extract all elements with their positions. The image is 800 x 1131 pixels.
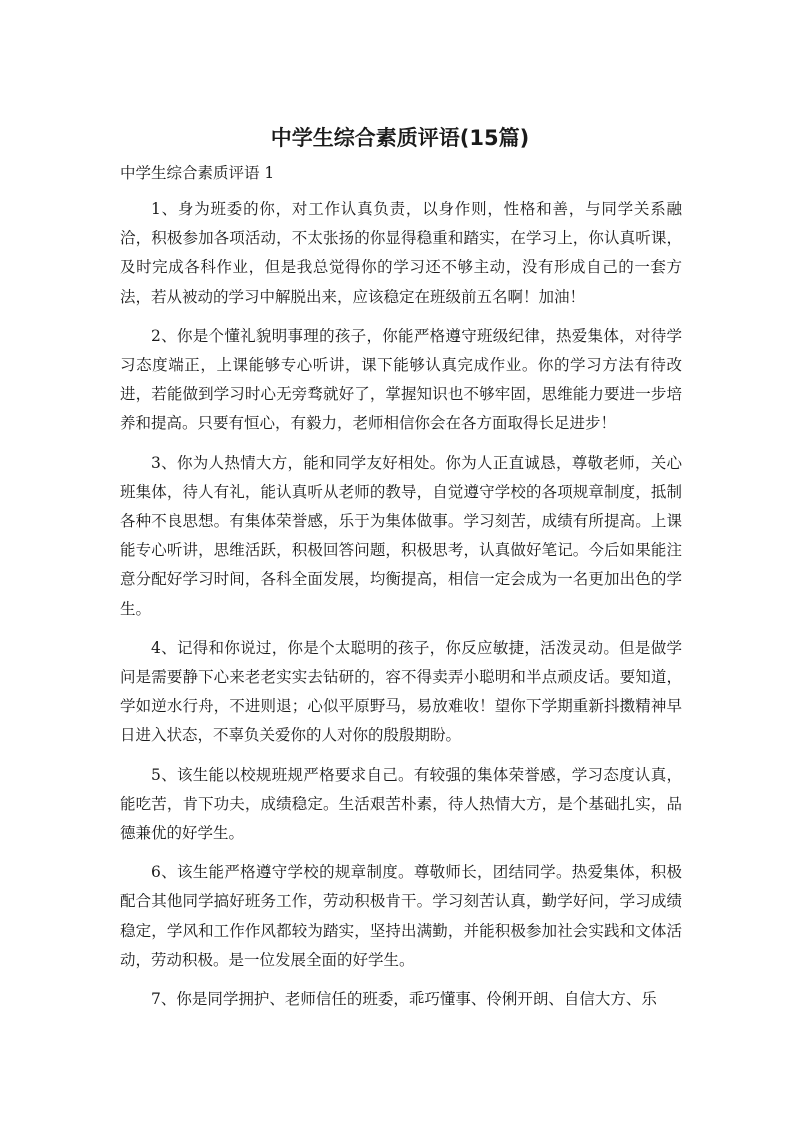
paragraph: 6、该生能严格遵守学校的规章制度。尊敬师长，团结同学。热爱集体，积极配合其他同学搞好班务工作，劳动积极肯干。学习刻苦认真，勤学好问，学习成绩稳定，学风和工作作风都较为踏实，坚持出满勤，并能积极参加社会实践和文体活动，劳动积极。是一位发展全面的好学生。 [120, 863, 682, 969]
document-body [120, 195, 682, 1014]
section-heading: 中学生综合素质评语 1 [120, 164, 275, 182]
paragraph: 5、该生能以校规班规严格要求自己。有较强的集体荣誉感，学习态度认真，能吃苦，肯下功夫，成绩稳定。生活艰苦朴素，待人热情大方，是个基础扎实，品德兼优的好学生。 [120, 765, 682, 843]
paragraph: 4、记得和你说过，你是个太聪明的孩子，你反应敏捷，活泼灵动。但是做学问是需要静下心来老老实实去钻研的，容不得卖弄小聪明和半点顽皮话。要知道，学如逆水行舟，不进则退；心似平原野马，易放难收！望你下学期重新抖擞精神早日进入状态，不辜负关爱你的人对你的殷殷期盼。 [120, 638, 682, 745]
paragraph: 2、你是个懂礼貌明事理的孩子，你能严格遵守班级纪律，热爱集体，对待学习态度端正，上课能够专心听讲，课下能够认真完成作业。你的学习方法有待改进，若能做到学习时心无旁骛就好了，掌握知识也不够牢固，思维能力要进一步培养和提高。只要有恒心，有毅力，老师相信你会在各方面取得长足进步！ [120, 326, 682, 433]
document-title: 中学生综合素质评语(15篇) [270, 126, 530, 150]
paragraph: 1、身为班委的你，对工作认真负责，以身作则，性格和善，与同学关系融洽，积极参加各项活动，不太张扬的你显得稳重和踏实，在学习上，你认真听课，及时完成各科作业，但是我总觉得你的学习还不够主动，没有形成自己的一套方法，若从被动的学习中解脱出来，应该稳定在班级前五名啊！加油！ [120, 200, 682, 306]
paragraph: 7、你是同学拥护、老师信任的班委，乖巧懂事、伶俐开朗、自信大方、乐 [151, 990, 657, 1009]
paragraph: 3、你为人热情大方，能和同学友好相处。你为人正直诚恳，尊敬老师，关心班集体，待人有礼，能认真听从老师的教导，自觉遵守学校的各项规章制度，抵制各种不良思想。有集体荣誉感，乐于为集体做事。学习刻苦，成绩有所提高。上课能专心听讲，思维活跃，积极回答问题，积极思考，认真做好笔记。今后如果能注意分配好学习时间，各科全面发展，均衡提高，相信一定会成为一名更加出色的学生。 [120, 453, 682, 618]
